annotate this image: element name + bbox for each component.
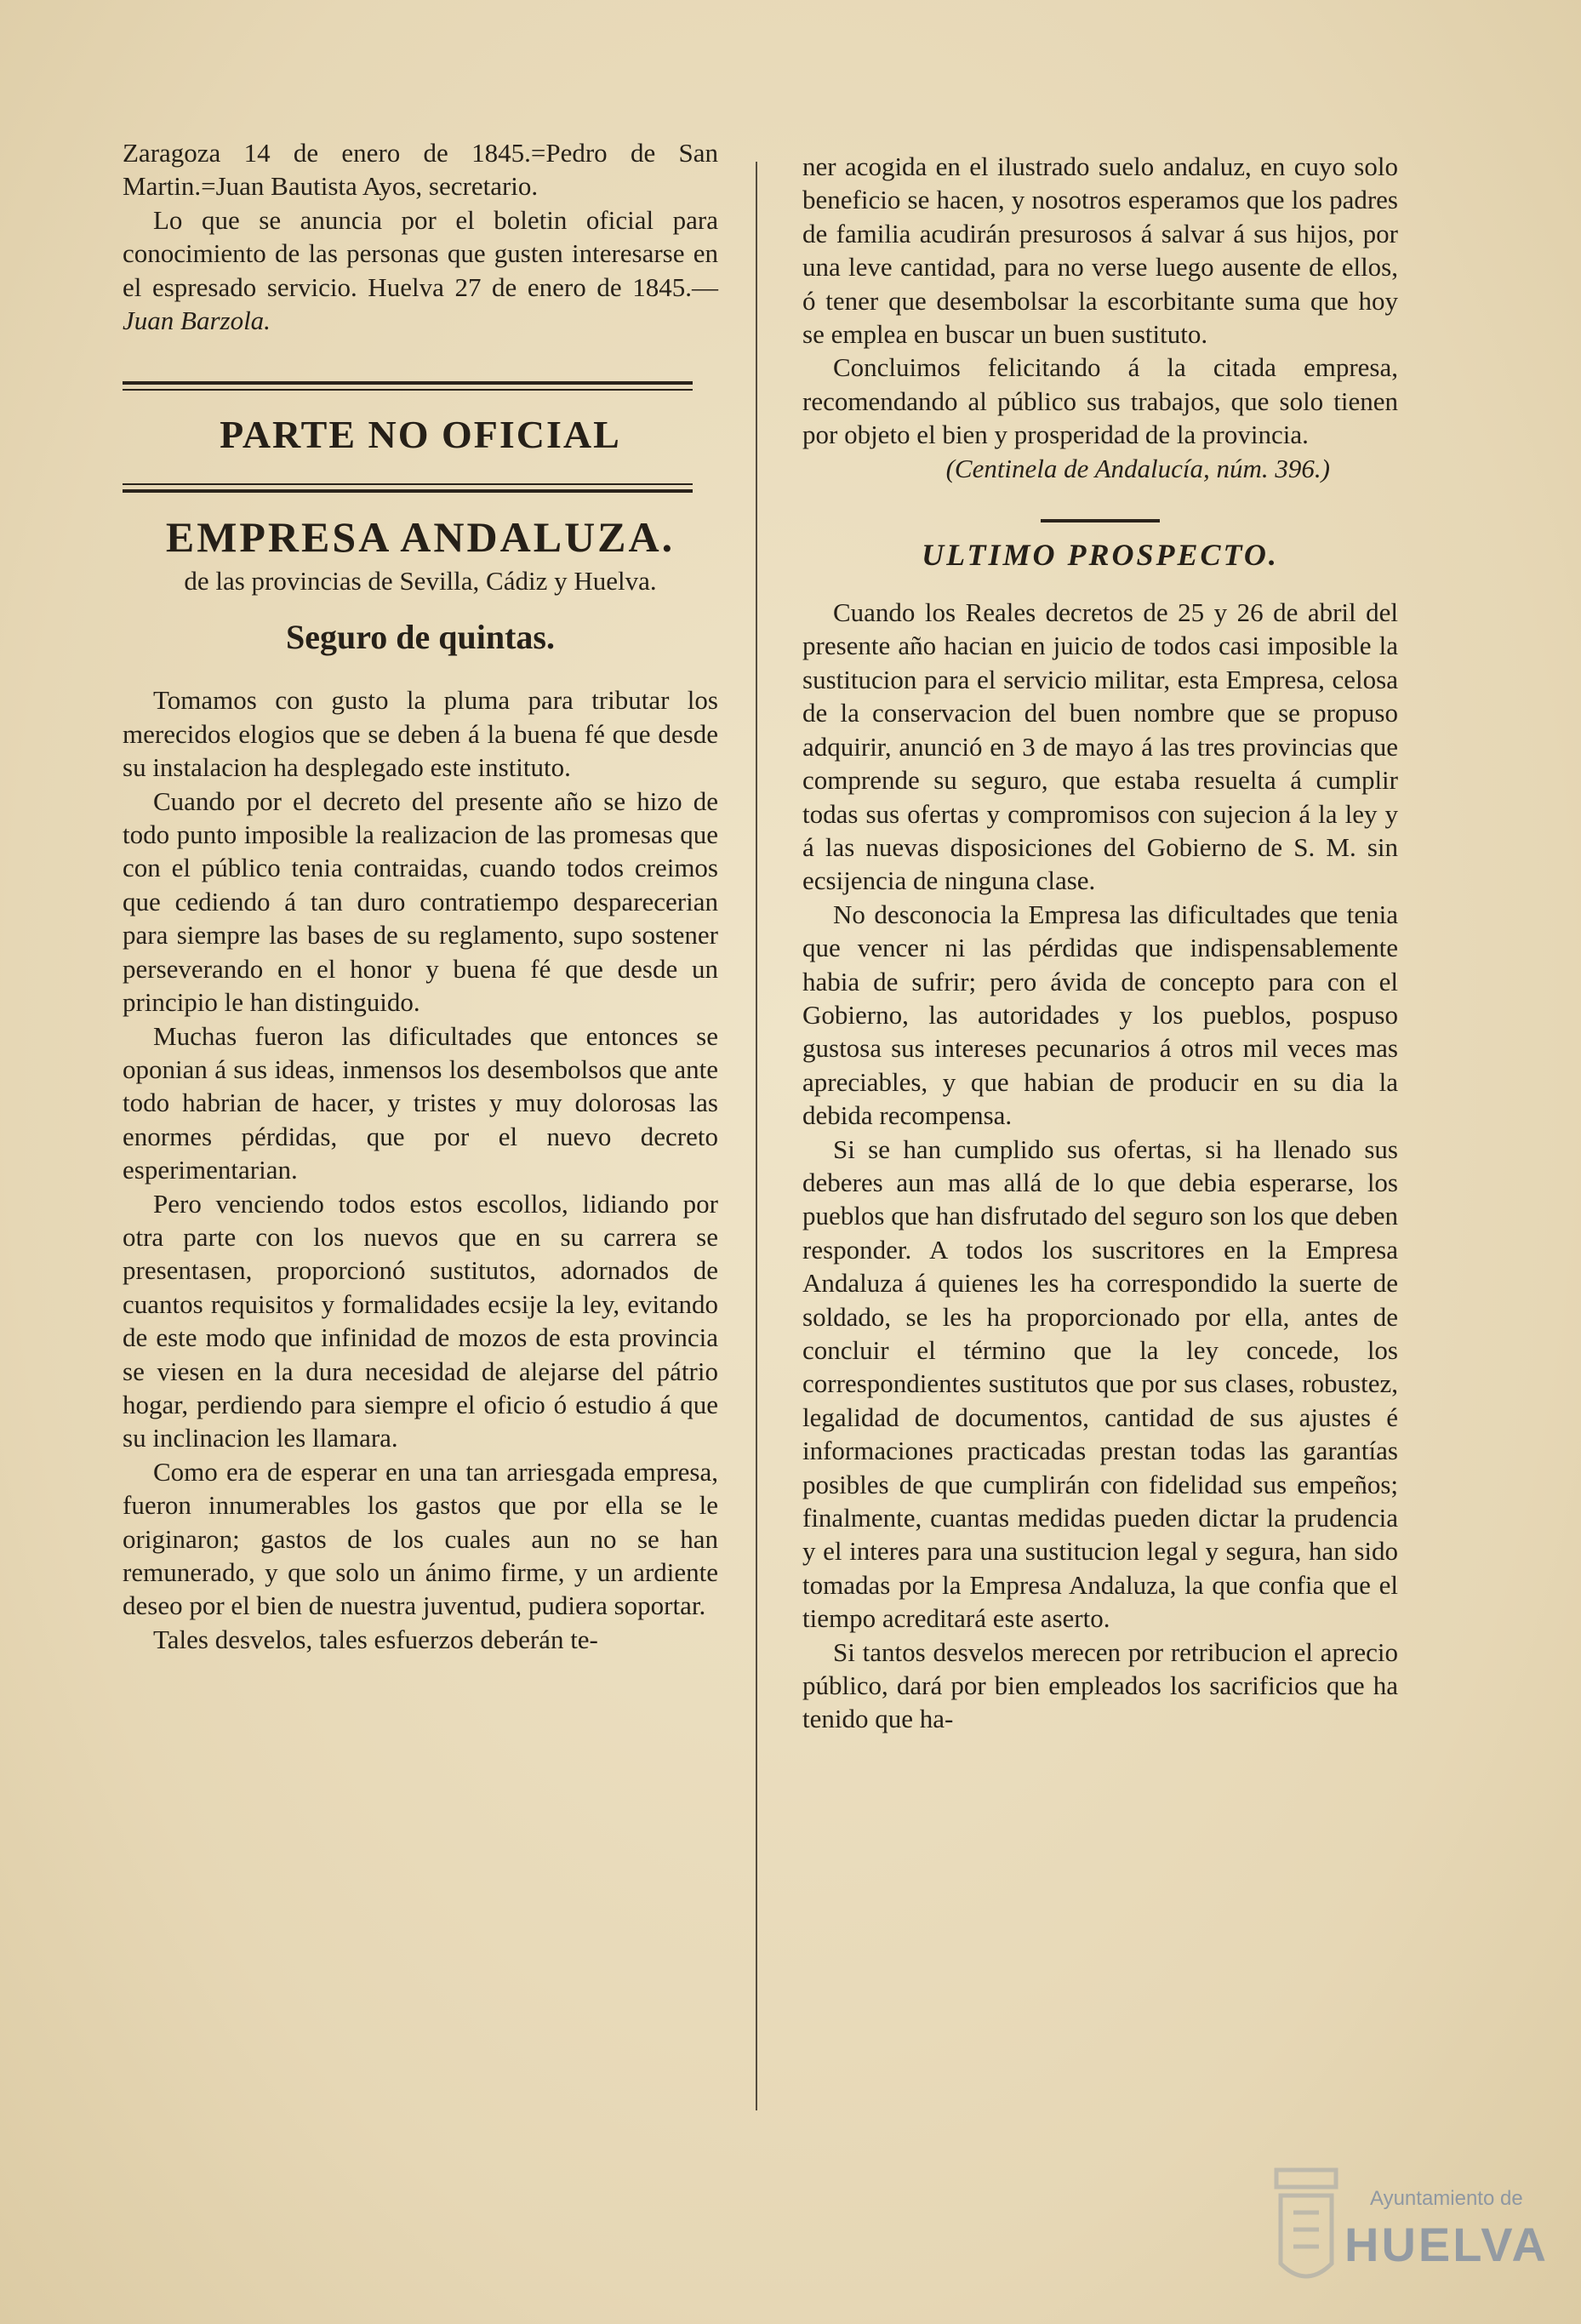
section-rule-bottom-thin (123, 483, 693, 485)
article-paragraph-1: Tomamos con gusto la pluma para tributar los merecidos elogios que se deben á la buena fé que desde su instalacion ha desplegado este instituto. (123, 685, 718, 783)
article-paragraph-2: Cuando por el decreto del presente año se hizo de todo punto imposible la realizacion de las promesas que con el público tenia contraidas, cuando todos creimos que cediendo á tan duro contratiempo desparecerian para siempre las bases de su reglamento, supo sostener perseverando en el honor y buena fé que desde un principio le han distinguido. (123, 785, 718, 1018)
closing-paragraph: Concluimos felicitando á la citada empresa, recomendando al público sus trabajos, que solo tienen por objeto el bien y prosperidad de la provincia. (802, 352, 1398, 450)
prospect-paragraph-2: No desconocia la Empresa las dificultades que tenia que vencer ni las pérdidas que indispensablemente habia de sufrir; pero ávida de concepto para con el Gobierno, las autoridades y los pueblos, pospuso gustosa sus intereses pecunarios á otros mil veces mas apreciables, y que habian de producir en su dia la debida recompensa. (802, 899, 1398, 1131)
article-paragraph-4: Pero venciendo todos estos escollos, lidiando por otra parte con los nuevos que en su carrera se presentasen, proporcionó sustitutos, adornados de cuantos requisitos y formalidades ecsije la ley, evitando de este modo que infinidad de mozos de esta provincia se viesen en la dura necesidad de alejarse del pátrio hogar, perdiendo para siempre el oficio ó estudio á que su inclinacion les llamara. (123, 1188, 718, 1453)
intro-line-1: Zaragoza 14 de enero de 1845.=Pedro de San Martin.=Juan Bautista Ayos, secretario. (123, 138, 718, 202)
prospect-paragraph-4: Si tantos desvelos merecen por retribucion el aprecio público, dará por bien empleados los sacrificios que ha tenido que ha- (802, 1636, 1398, 1734)
left-column (123, 136, 718, 1656)
continuation-paragraph: ner acogida en el ilustrado suelo andaluz, en cuyo solo beneficio se hacen, y nosotros esperamos que los padres de familia acudirán presurosos á salvar á sus hijos, por una leve cantidad, para no verse luego ausente de ellos, ó tener que desembolsar la escorbitante suma que hoy se emplea en buscar un buen sustituto. (802, 151, 1398, 350)
prospect-paragraph-1: Cuando los Reales decretos de 25 y 26 de abril del presente año hacian en juicio de todos casi imposible la sustitucion para el servicio militar, esta Empresa, celosa de la conservacion del buen nombre que se propuso adquirir, anunció en 3 de mayo á las tres provincias que comprende su seguro, que estaba resuelta á cumplir todas sus ofertas y compromisos con sujecion á la ley y á las nuevas disposiciones del Gobierno de S. M. sin ecsijencia de ninguna clase. (802, 597, 1398, 896)
article-paragraph-3: Muchas fueron las dificultades que entonces se oponian á sus ideas, inmensos los desembolsos que ante todo habrian de hacer, y tristes y muy dolorosas las enormes pérdidas, que por el nuevo decreto esperimentarian. (123, 1020, 718, 1185)
watermark-line-1: Ayuntamiento de (1370, 2187, 1523, 2210)
prospect-paragraph-3: Si se han cumplido sus ofertas, si ha llenado sus deberes aun mas allá de lo que debia esperarse, los pueblos que han disfrutado del seguro son los que deben responder. A todos los suscritores en la Empresa Andaluza á quienes les ha correspondido la suerte de soldado, se les ha proporcionado por ella, antes de concluir el término que la ley concede, los correspondientes sustitutos que por sus clases, robustez, legalidad de documentos, cantidad de sus ajustes é informaciones practicadas prestan todas las garantías posibles de que cumplirán con fidelidad sus empeños; finalmente, cuantas medidas pueden dictar la prudencia y el interes para una sustitucion legal y segura, han sido tomadas por la Empresa Andaluza, la que confia que el tiempo acreditará este aserto. (802, 1133, 1398, 1634)
intro-signature: Juan Barzola. (123, 305, 271, 336)
company-title: EMPRESA ANDALUZA. (165, 513, 676, 562)
intro-line-2 (123, 203, 718, 338)
article-paragraph-6: Tales desvelos, tales esfuerzos deberán te- (153, 1624, 598, 1654)
prospect-title: ULTIMO PROSPECTO. (922, 538, 1279, 573)
section-rule-top (123, 381, 693, 385)
article-heading: Seguro de quintas. (285, 618, 555, 657)
right-column (802, 150, 1398, 1736)
column-divider (756, 162, 757, 2110)
company-subtitle: de las provincias de Sevilla, Cádiz y Huelva. (184, 566, 657, 597)
source-citation: (Centinela de Andalucía, núm. 396.) (945, 453, 1330, 483)
section-title: PARTE NO OFICIAL (220, 413, 621, 457)
article-paragraph-5: Como era de esperar en una tan arriesgada empresa, fueron innumerables los gastos que por ella se le originaron; gastos de los cuales aun no se han remunerado, y que solo un ánimo firme, y un ardiente deseo por el bien de nuestra juventud, pudiera soportar. (123, 1456, 718, 1621)
intro-text: Lo que se anuncia por el boletin oficial para conocimiento de las personas que gusten interesarse en el espresado servicio. Huelva 27 de enero de 1845.— (123, 204, 718, 302)
watermark-line-2: HUELVA (1344, 2218, 1549, 2271)
